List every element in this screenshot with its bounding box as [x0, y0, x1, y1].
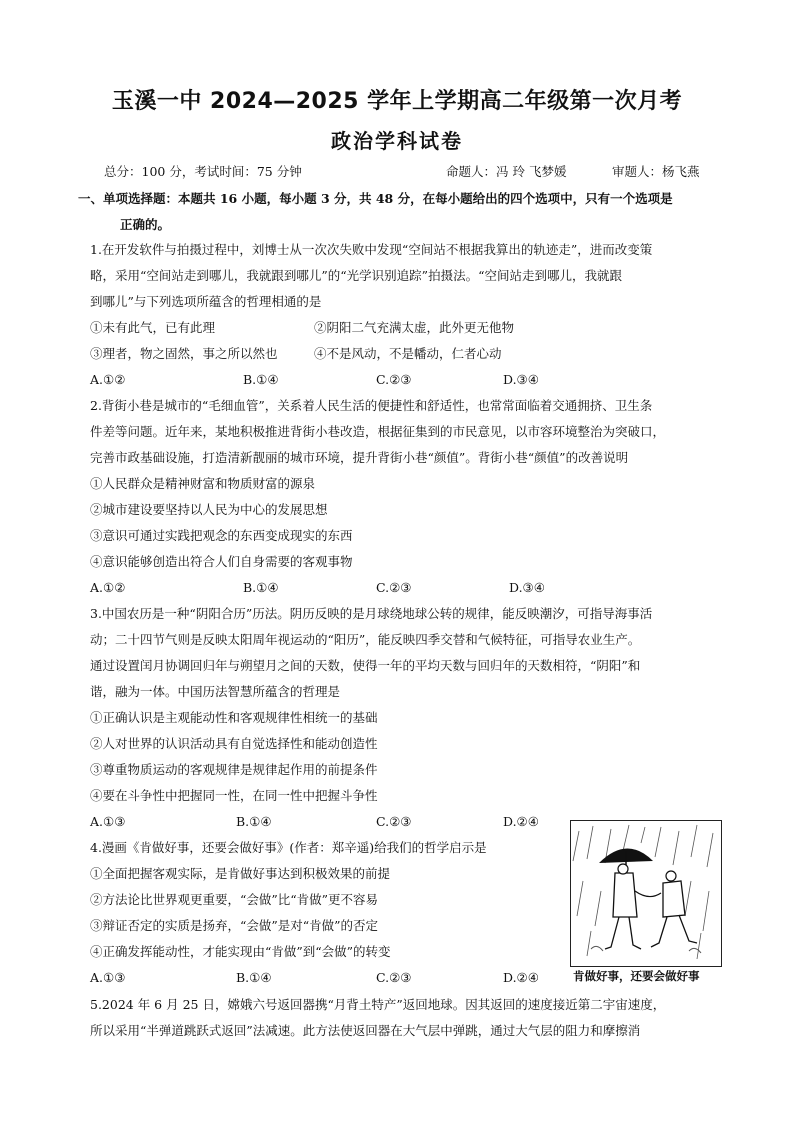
exam-title: 玉溪一中 2024—2025 学年上学期高二年级第一次月考: [111, 89, 683, 114]
q3-statement-2: ②人对世界的认识活动具有自觉选择性和能动创造性: [90, 736, 378, 751]
q4-statement-1: ①全面把握客观实际，是肯做好事达到积极效果的前提: [90, 866, 391, 881]
q1-statement-1: ①未有此气，已有此理: [90, 320, 216, 335]
q3-statement-3: ③尊重物质运动的客观规律是规律起作用的前提条件: [90, 762, 378, 777]
q4-statement-4: ④正确发挥能动性，才能实现由“肯做”到“会做”的转变: [90, 944, 391, 959]
q3-statement-4: ④要在斗争性中把握同一性，在同一性中把握斗争性: [90, 788, 378, 803]
q3-choice-c: C.②③: [376, 814, 412, 829]
q2-statement-1: ①人民群众是精神财富和物质财富的源泉: [90, 476, 316, 491]
q1-choice-c: C.②③: [376, 372, 412, 387]
q1-choice-d: D.③④: [503, 372, 539, 387]
q2-statement-4: ④意识能够创造出符合人们自身需要的客观事物: [90, 554, 353, 569]
q3-stem-line4: 谐，融为一体。中国历法智慧所蕴含的哲理是: [90, 684, 341, 699]
q1-stem-line1: 1.在开发软件与拍摄过程中，刘博士从一次次失败中发现“空间站不根据我算出的轨迹走”，进而改变策: [90, 242, 653, 257]
q1-stem-line2: 略，采用“空间站走到哪儿，我就跟到哪儿”的“光学识别追踪”拍摄法。“空间站走到哪儿，我就跟: [90, 268, 622, 283]
q2-choice-b: B.①④: [243, 580, 279, 595]
q4-choice-a: A.①③: [90, 970, 126, 985]
rain-umbrella-drawing: [571, 821, 721, 966]
reviewer-info: 审题人：杨飞燕: [612, 164, 700, 179]
q3-stem-line1: 3.中国农历是一种“阴阳合历”历法。阴历反映的是月球绕地球公转的规律，能反映潮汐，可指导海事活: [90, 606, 653, 621]
q1-choice-a: A.①②: [90, 372, 126, 387]
q1-stem-line3: 到哪儿”与下列选项所蕴含的哲理相通的是: [90, 294, 322, 309]
q1-statement-4: ④不是风动，不是幡动，仁者心动: [314, 346, 502, 361]
q5-stem-line1: 5.2024 年 6 月 25 日，嫦娥六号返回器携“月背土特产”返回地球。因其返回的速度接近第二宇宙速度，: [90, 997, 666, 1012]
q3-choice-a: A.①③: [90, 814, 126, 829]
q2-choice-a: A.①②: [90, 580, 126, 595]
section-heading-line1: 一、单项选择题：本题共 16 小题，每小题 3 分，共 48 分，在每小题给出的四个选项中，只有一个选项是: [78, 191, 673, 206]
q4-stem-line1: 4.漫画《肯做好事，还要会做好事》(作者：郑辛遥)给我们的哲学启示是: [90, 840, 487, 855]
q2-stem-line2: 件差等问题。近年来，某地积极推进背街小巷改造，根据征集到的市民意见，以市容环境整治为突破口，: [90, 424, 666, 439]
q4-statement-2: ②方法论比世界观更重要，“会做”比“肯做”更不容易: [90, 892, 379, 907]
q4-statement-3: ③辩证否定的实质是扬弃，“会做”是对“肯做”的否定: [90, 918, 379, 933]
q5-stem-line2: 所以采用“半弹道跳跃式返回”法减速。此方法使返回器在大气层中弹跳，通过大气层的阻力和摩擦消: [90, 1023, 641, 1038]
section-heading-line2: 正确的。: [120, 217, 171, 232]
q2-choice-d: D.③④: [509, 580, 545, 595]
q2-choice-c: C.②③: [376, 580, 412, 595]
q1-choice-b: B.①④: [243, 372, 279, 387]
q3-stem-line2: 动；二十四节气则是反映太阳周年视运动的“阳历”，能反映四季交替和气候特征，可指导农业生产。: [90, 632, 641, 647]
cartoon-illustration: [570, 820, 722, 967]
cartoon-caption: 肯做好事，还要会做好事: [573, 969, 700, 983]
author-info: 命题人：冯 玲 飞梦媛: [446, 164, 567, 179]
q2-stem-line1: 2.背街小巷是城市的“毛细血管”，关系着人民生活的便捷性和舒适性，也常常面临着交通拥挤、卫生条: [90, 398, 653, 413]
q2-statement-2: ②城市建设要坚持以人民为中心的发展思想: [90, 502, 328, 517]
q2-statement-3: ③意识可通过实践把观念的东西变成现实的东西: [90, 528, 353, 543]
q4-choice-c: C.②③: [376, 970, 412, 985]
exam-subtitle: 政治学科试卷: [331, 129, 463, 153]
q3-choice-b: B.①④: [236, 814, 272, 829]
q4-choice-b: B.①④: [236, 970, 272, 985]
q1-statement-2: ②阴阳二气充满太虚，此外更无他物: [314, 320, 515, 335]
q4-choice-d: D.②④: [503, 970, 539, 985]
q3-stem-line3: 通过设置闰月协调回归年与朔望月之间的天数，使得一年的平均天数与回归年的天数相符，“阴阳”和: [90, 658, 641, 673]
q2-stem-line3: 完善市政基础设施，打造清新靓丽的城市环境，提升背街小巷“颜值”。背街小巷“颜值”的改善说明: [90, 450, 629, 465]
q3-choice-d: D.②④: [503, 814, 539, 829]
section-heading: [78, 186, 730, 238]
q3-statement-1: ①正确认识是主观能动性和客观规律性相统一的基础: [90, 710, 378, 725]
score-time-info: 总分：100 分，考试时间：75 分钟: [104, 164, 302, 179]
q1-statement-3: ③理者，物之固然，事之所以然也: [90, 346, 278, 361]
